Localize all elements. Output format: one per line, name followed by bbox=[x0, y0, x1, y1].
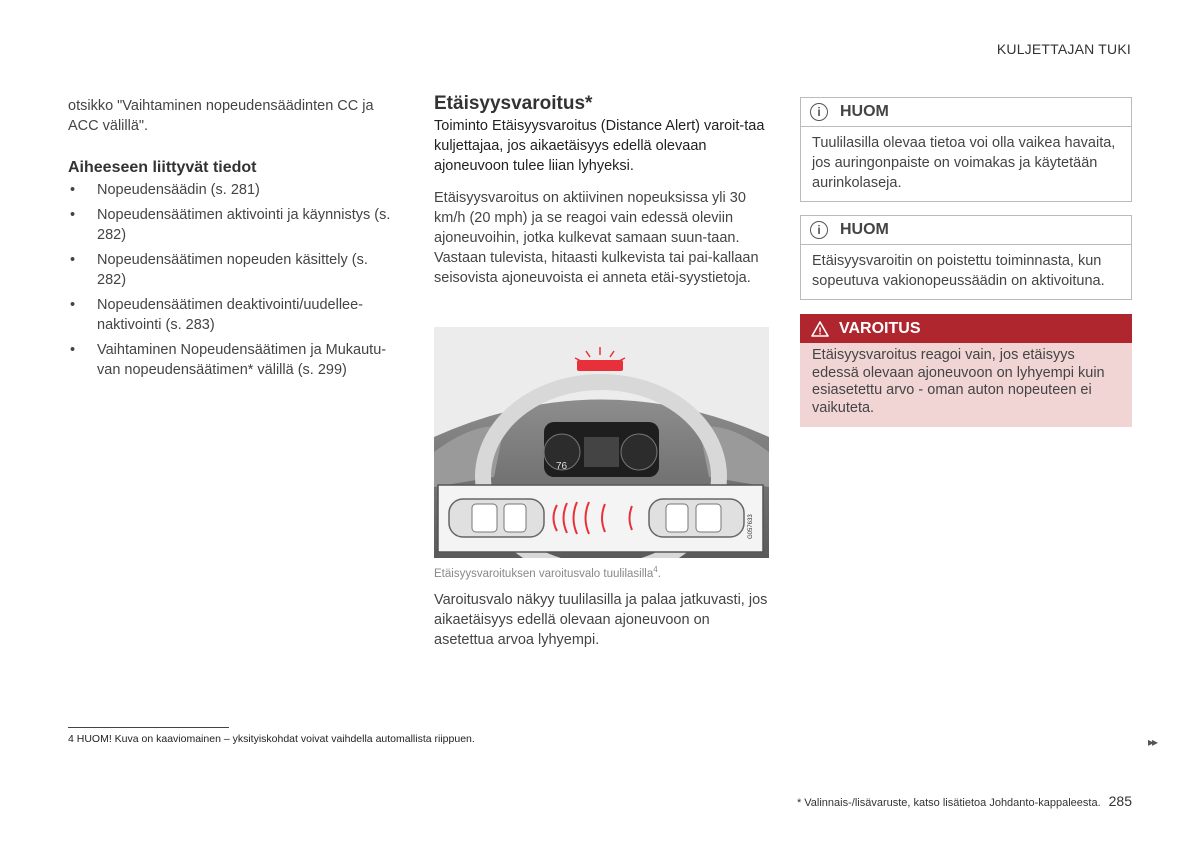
related-item[interactable]: • Nopeudensäätimen aktivointi ja käynnistys (s. 282) bbox=[70, 207, 391, 243]
optional-equipment-note: * Valinnais-/lisävaruste, katso lisätietoa Johdanto-kappaleesta. bbox=[796, 797, 1101, 809]
related-item[interactable]: • Nopeudensäädin (s. 281) bbox=[70, 182, 260, 198]
continue-arrows-icon: ▸▸ bbox=[1148, 735, 1157, 749]
info-icon: i bbox=[810, 221, 828, 239]
speed-readout: 76 bbox=[556, 461, 568, 472]
dashboard-illustration bbox=[434, 327, 769, 558]
warning-title: VAROITUS bbox=[839, 319, 921, 337]
bullet-icon: • bbox=[70, 297, 76, 313]
info-icon: i bbox=[810, 103, 828, 121]
left-column bbox=[68, 96, 398, 385]
body-paragraph-2: Varoitusvalo näkyy tuulilasilla ja palaa jatkuvasti, jos aikaetäisyys edellä olevaan ajoneuvoon on asetettua arvoa lyhyempi. bbox=[434, 592, 768, 648]
note-title: HUOM bbox=[840, 221, 889, 238]
warning-box bbox=[800, 314, 1132, 427]
related-item[interactable]: • Vaihtaminen Nopeudensäätimen ja Mukautu-van nopeudensäätimen* välillä (s. 299) bbox=[70, 342, 387, 378]
intro-text: otsikko "Vaihtaminen nopeudensäädinten CC ja ACC välillä". bbox=[68, 98, 374, 134]
warning-light bbox=[577, 360, 623, 371]
bullet-icon: • bbox=[70, 207, 76, 223]
related-item[interactable]: • Nopeudensäätimen nopeuden käsittely (s. 282) bbox=[70, 252, 368, 288]
note-text: Tuulilasilla olevaa tietoa voi olla vaikea havaita, jos auringonpaiste on voimakas ja käytetään aurinkolaseja. bbox=[812, 135, 1116, 191]
vehicle-ahead-icon bbox=[649, 499, 744, 537]
note-text: Etäisyysvaroitin on poistettu toiminnasta, kun sopeutuva vakionopeussäädin on aktivoituna. bbox=[812, 253, 1105, 289]
warning-text: Etäisyysvaroitus reagoi vain, jos etäisyys edessä olevaan ajoneuvoon on lyhyempi kuin esiasetettu arvo - oman auton nopeuteen ei vaikuteta. bbox=[800, 343, 1132, 427]
dashboard-svg bbox=[434, 327, 769, 558]
section-title: Etäisyysvaroitus* bbox=[434, 93, 593, 114]
bullet-icon: • bbox=[70, 252, 76, 268]
section-header: KULJETTAJAN TUKI bbox=[996, 41, 1131, 57]
own-car-icon bbox=[449, 499, 544, 537]
page-footer bbox=[797, 793, 1132, 809]
warning-triangle-icon bbox=[811, 321, 829, 337]
footnote-ref: 4 bbox=[653, 565, 658, 574]
figure-code: G057633 bbox=[748, 514, 754, 539]
related-heading: Aiheeseen liittyvät tiedot bbox=[68, 159, 257, 176]
related-list bbox=[68, 180, 398, 380]
note-box bbox=[800, 215, 1132, 300]
bullet-icon: • bbox=[70, 342, 76, 358]
note-header bbox=[801, 216, 1131, 245]
footnote-divider bbox=[68, 727, 229, 728]
note-header bbox=[801, 98, 1131, 127]
note-title: HUOM bbox=[840, 103, 889, 120]
related-item[interactable]: • Nopeudensäätimen deaktivointi/uudellee-naktivointi (s. 283) bbox=[70, 297, 364, 333]
bullet-icon: • bbox=[70, 182, 76, 198]
note-box bbox=[800, 97, 1132, 202]
page-number: 285 bbox=[1108, 793, 1132, 809]
lead-text: Toiminto Etäisyysvaroitus (Distance Alert) varoit-taa kuljettajaa, jos aikaetäisyys edellä olevaan ajoneuvoon tulee liian lyhyeksi. bbox=[434, 118, 765, 174]
svg-text:!: ! bbox=[818, 326, 822, 337]
figure-caption: Etäisyysvaroituksen varoitusvalo tuulilasilla$^4$. bbox=[434, 565, 661, 580]
middle-column bbox=[434, 94, 769, 288]
footnote-text: 4 HUOM! Kuva on kaaviomainen – yksityiskohdat voivat vaihdella automallista riippuen. bbox=[68, 733, 475, 745]
warning-header bbox=[800, 314, 1132, 343]
body-paragraph: Etäisyysvaroitus on aktiivinen nopeuksissa yli 30 km/h (20 mph) ja se reagoi vain edessä oleviin ajoneuvoihin, jotka kulkevat samaan suun-taan. Vastaan tulevista, hitaasti kulkevista tai pai-kallaan seisovista ajoneuvoista ei anneta etäi-syystietoja. bbox=[434, 190, 759, 286]
